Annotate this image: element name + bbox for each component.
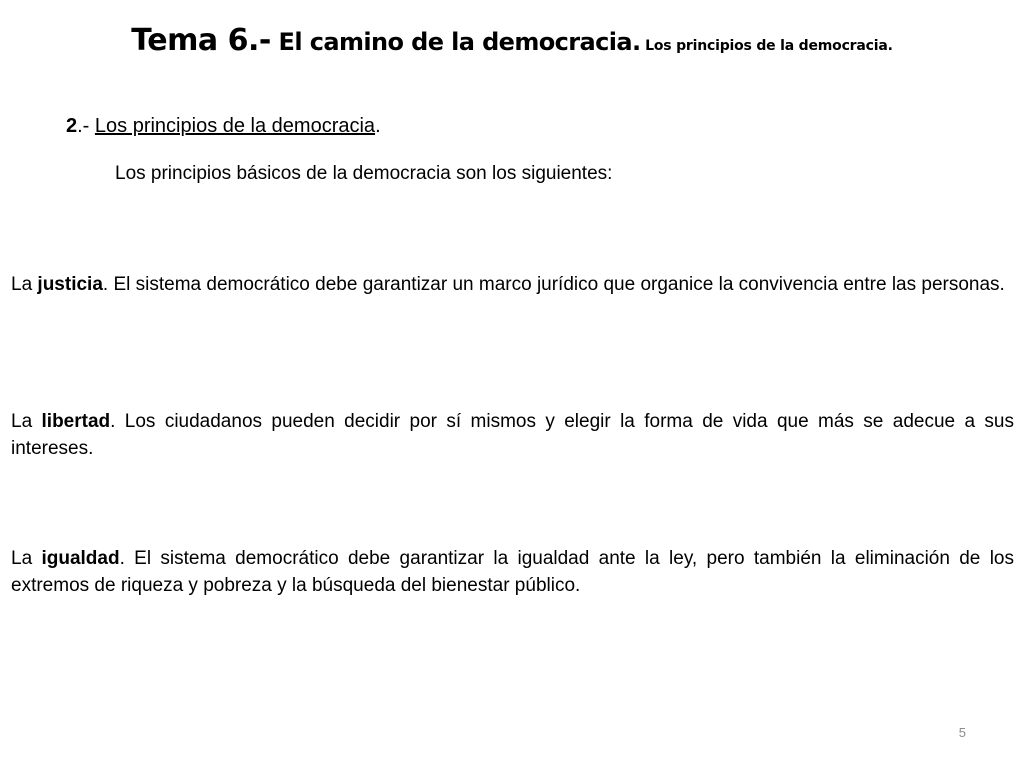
section-number: 2	[66, 115, 78, 137]
principle-term: libertad	[41, 411, 111, 432]
principle-term: igualdad	[41, 548, 120, 569]
principle-igualdad	[11, 545, 1014, 599]
section-separator: .-	[77, 115, 95, 137]
title-main: Tema 6.-	[131, 23, 271, 58]
page-number: 5	[958, 725, 966, 740]
section-heading-text: Los principios de la democracia	[94, 115, 376, 137]
principle-article: La	[11, 548, 42, 569]
principle-libertad	[11, 408, 1014, 462]
section-heading	[66, 114, 381, 138]
principle-text: . El sistema democrático debe garantizar la igualdad ante la ley, pero también la eliminación de los extremos de riqueza y pobreza y la búsqueda del bienestar público.	[11, 548, 1014, 596]
principle-justicia	[11, 271, 1014, 298]
title-subtitle: El camino de la democracia.	[270, 28, 641, 56]
principle-article: La	[11, 274, 38, 295]
slide-title	[0, 23, 1024, 58]
title-small: Los principios de la democracia.	[640, 38, 893, 54]
principle-term: justicia	[37, 274, 103, 295]
principle-text: . El sistema democrático debe garantizar un marco jurídico que organice la convivencia entre las personas.	[102, 274, 1005, 295]
principle-article: La	[11, 411, 42, 432]
principle-text: . Los ciudadanos pueden decidir por sí mismos y elegir la forma de vida que más se adecue a sus intereses.	[11, 411, 1014, 459]
intro-text: Los principios básicos de la democracia son los siguientes:	[115, 163, 613, 184]
section-heading-end: .	[375, 115, 381, 137]
